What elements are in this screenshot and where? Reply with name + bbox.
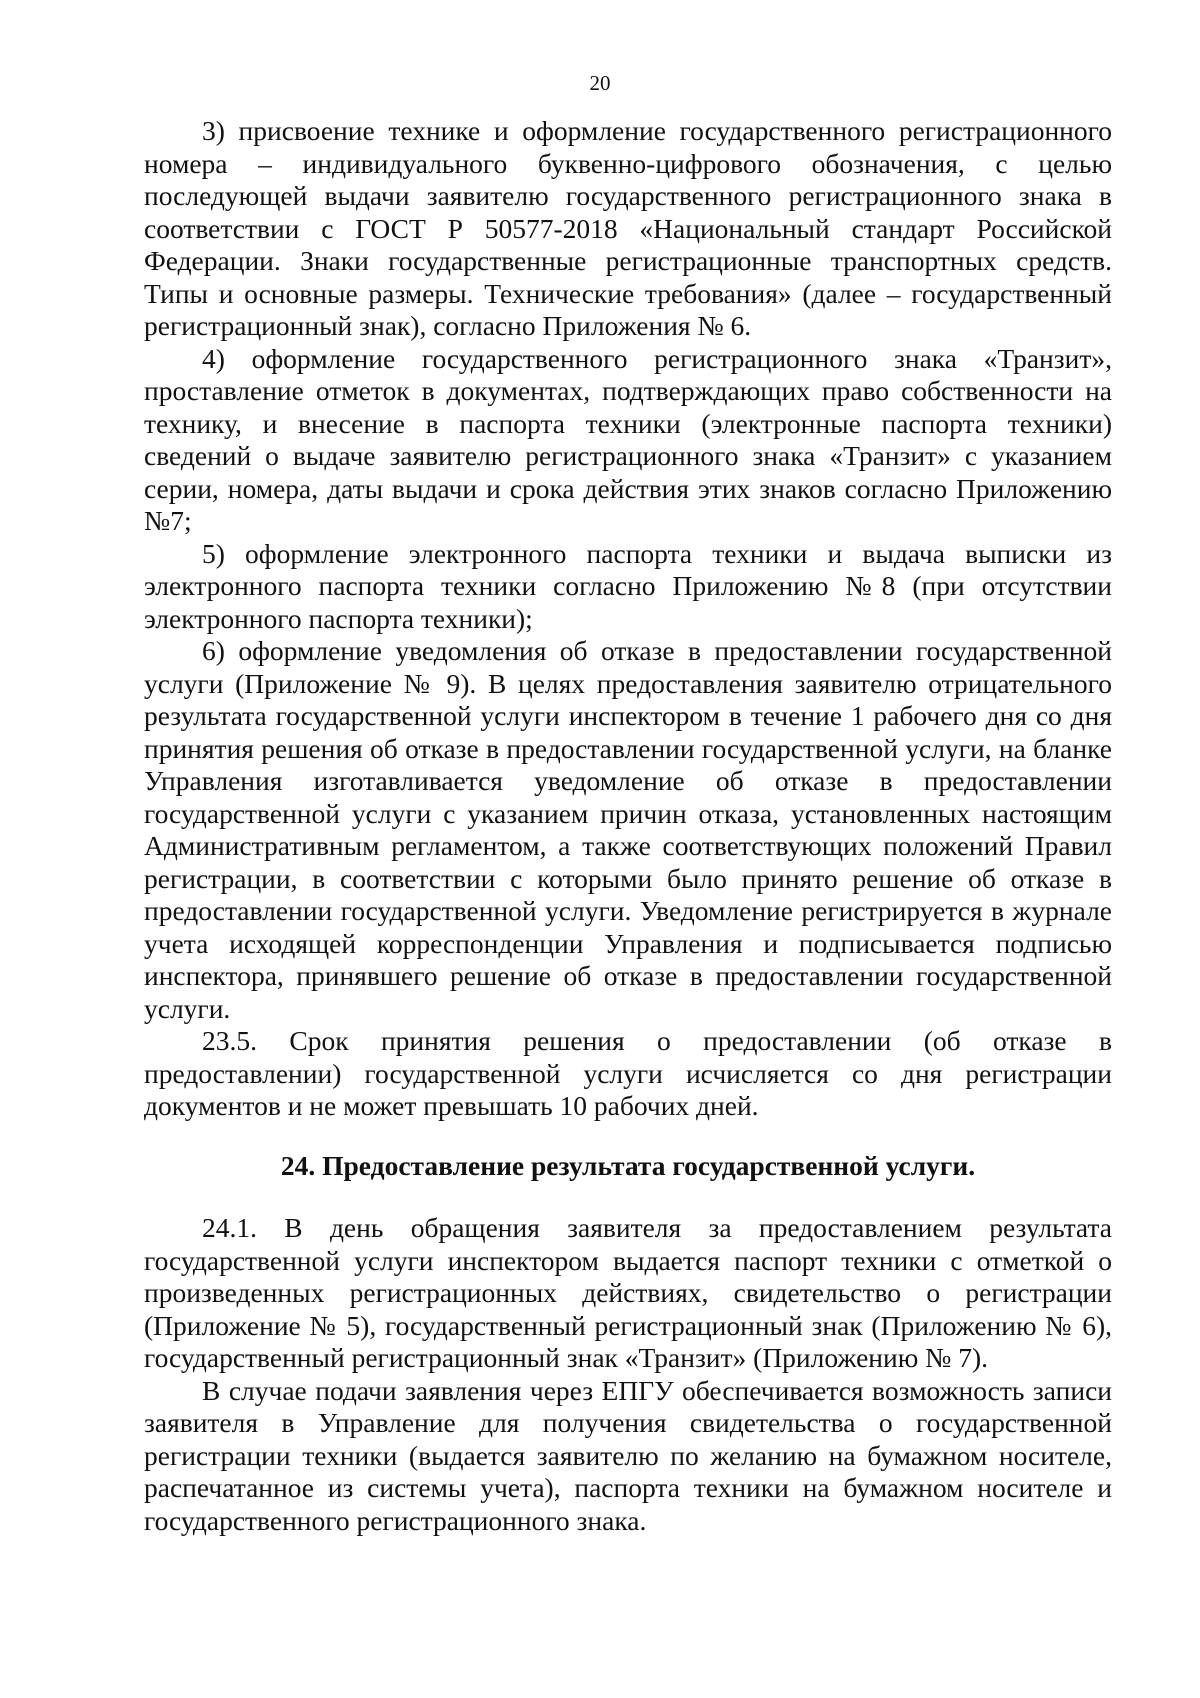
document-body [144,115,1112,1537]
paragraph-23-5: 23.5. Срок принятия решения о предоставлении (об отказе в предоставлении) государственной услуги исчисляется со дня регистрации документов и не может превышать 10 рабочих дней. [144,1025,1112,1121]
paragraph-item-5: 5) оформление электронного паспорта техники и выдача выписки из электронного паспорта техники согласно Приложению №8 (при отсутствии электронного паспорта техники); [144,537,1112,634]
page-number: 20 [589,71,611,95]
section-heading-24: 24. Предоставление результата государственной услуги. [280,1149,976,1181]
paragraph-item-3: 3) присвоение технике и оформление государственного регистрационного номера – индивидуального буквенно-цифрового обозначения, с целью последующей выдачи заявителю государственного регистрационного знака в соответствии с ГОСТ Р 50577-2018 «Национальный стандарт Российской Федерации. Знаки государственные регистрационные транспортных средств. Типы и основные размеры. Технические требования» (далее – государственный регистрационный знак), согласно Приложения № 6. [144,115,1112,341]
paragraph-item-6: 6) оформление уведомления об отказе в предоставлении государственной услуги (Приложение № 9). В целях предоставления заявителю отрицательного результата государственной услуги инспектором в течение 1 рабочего дня со дня принятия решения об отказе в предоставлении государственной услуги, на бланке Управления изготавливается уведомление об отказе в предоставлении государственной услуги с указанием причин отказа, установленных настоящим Административным регламентом, а также соответствующих положений Правил регистрации, в соответствии с которыми было принято решение об отказе в предоставлении государственной услуги. Уведомление регистрируется в журнале учета исходящей корреспонденции Управления и подписывается подписью инспектора, принявшего решение об отказе в предоставлении государственной услуги. [144,635,1112,1024]
paragraph-24-1: 24.1. В день обращения заявителя за предоставлением результата государственной услуги инспектором выдается паспорт техники с отметкой о произведенных регистрационных действиях, свидетельство о регистрации (Приложение № 5), государственный регистрационный знак (Приложению № 6), государственный регистрационный знак «Транзит» (Приложению № 7). [144,1212,1112,1373]
paragraph-item-4: 4) оформление государственного регистрационного знака «Транзит», проставление отметок в документах, подтверждающих право собственности на технику, и внесение в паспорта техники (электронные паспорта техники) сведений о выдаче заявителю регистрационного знака «Транзит» с указанием серии, номера, даты выдачи и срока действия этих знаков согласно Приложению №7; [144,342,1112,536]
paragraph-epgu: В случае подачи заявления через ЕПГУ обеспечивается возможность записи заявителя в Управление для получения свидетельства о государственной регистрации техники (выдается заявителю по желанию на бумажном носителе, распечатанное из системы учета), паспорта техники на бумажном носителе и государственного регистрационного знака. [144,1374,1112,1536]
